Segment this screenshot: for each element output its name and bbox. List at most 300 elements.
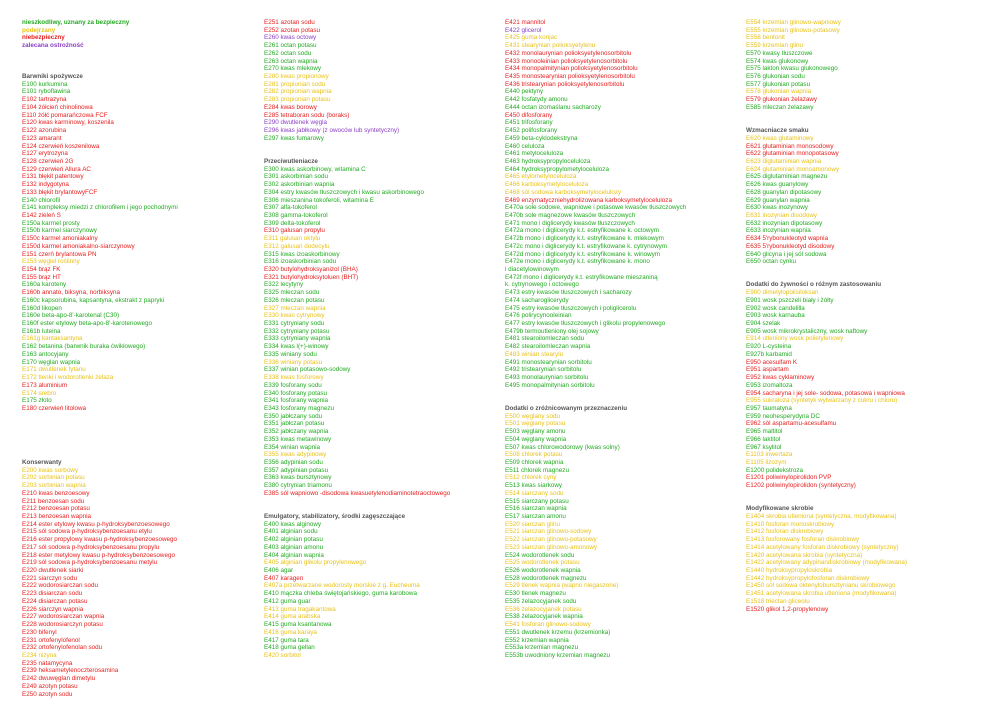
additive-entry: E622 glutaminian monopotasowy bbox=[746, 150, 839, 158]
additive-entry: E308 gamma-tokoferol bbox=[264, 211, 328, 219]
additive-entry: E338 kwas fosforowy bbox=[264, 374, 324, 382]
additive-entry: E470b sole magnezowe kwasów tłuszczowych bbox=[505, 211, 636, 219]
additive-entry: E1410 fosforan monoskrobiowy bbox=[746, 520, 835, 528]
additive-entry: E492 tristearynian sorbitolu bbox=[505, 366, 582, 374]
additive-entry: E554 krzemian glinowo-wapniowy bbox=[746, 19, 841, 26]
additive-entry: E160b annato, biksyna, norbiksyna bbox=[22, 289, 121, 297]
additive-entry: E503 węglany amonu bbox=[505, 428, 566, 436]
additive-entry: E466 karboksymetyloceluloza bbox=[505, 181, 589, 189]
additive-entry: E228 wodorosiarczyn potasu bbox=[22, 621, 103, 629]
additive-entry: E154 brąz FK bbox=[22, 266, 61, 273]
additive-entry: E321 butylohydroksytoluen (BHT) bbox=[264, 273, 359, 281]
additive-entry: E553b uwodniony krzemian magnezu bbox=[505, 651, 611, 659]
additive-entry: E418 guma gellan bbox=[264, 644, 315, 652]
additive-entry: E334 kwas l(+)-winowy bbox=[264, 343, 329, 351]
additive-entry: E955 sukraloza (syntetyk wytwarzany z cukru i chloru) bbox=[746, 397, 898, 405]
additive-entry: E1451 acetylowana skrobia utleniona (modyfikowana) bbox=[746, 590, 897, 598]
additive-entry: E224 disiarczan potasu bbox=[22, 597, 88, 605]
additive-entry: E501 węglany potasu bbox=[505, 420, 566, 428]
additive-entry: E249 azotyn potasu bbox=[22, 682, 78, 690]
additive-entry: E526 wodorotlenek wapnia bbox=[505, 567, 581, 575]
additive-entry: E431 stearynian polioksyetylenu bbox=[505, 42, 596, 50]
additive-entry: E481 stearoilomleczan sodu bbox=[505, 335, 585, 343]
additive-entry: E242 dwuwęglan dimetylu bbox=[22, 675, 96, 683]
additive-entry: E337 winian potasowo-sodowy bbox=[264, 366, 351, 374]
additive-entry: E552 krzemian wapnia bbox=[505, 636, 569, 644]
additive-entry: E310 galusan propylu bbox=[264, 227, 325, 235]
additive-entry: E517 siarczan amonu bbox=[505, 513, 566, 520]
additive-entry: E173 aluminium bbox=[22, 381, 68, 389]
additive-entry: E920 L-cysteina bbox=[746, 343, 792, 351]
additive-entry: E620 kwas glutaminowy bbox=[746, 134, 814, 142]
additive-entry: E905 wosk mikrokrystaliczny, wosk naftowy bbox=[746, 327, 868, 335]
additive-entry: E263 octan wapnia bbox=[264, 57, 318, 65]
additive-entry: E327 mleczan wapnia bbox=[264, 304, 326, 312]
additive-entry: E150b karmel siarczynowy bbox=[22, 227, 97, 235]
additive-entry: E215 sól sodowa p-hydroksybenzoesanu etylu bbox=[22, 528, 152, 536]
additive-entry: E435 monostearynian polioksyetylenosorbitolu bbox=[505, 73, 635, 81]
additive-entry: E538 żelazocyjanek wapnia bbox=[505, 613, 583, 621]
spacer bbox=[746, 266, 986, 281]
additive-entry: E450 difosforany bbox=[505, 111, 553, 119]
additive-entry: E530 tlenek magnezu bbox=[505, 590, 566, 598]
additive-entry: E410 mączka chleba świętojańskiego, guma karobowa bbox=[264, 590, 417, 598]
additive-entry: E171 dwutlenek tytanu bbox=[22, 366, 86, 374]
additive-entry: E325 mleczan sodu bbox=[264, 289, 320, 297]
additive-entry: E150c karmel amoniakalny bbox=[22, 235, 98, 243]
additive-entry: E417 guma tara bbox=[264, 636, 309, 644]
additive-entry: E155 brąz HT bbox=[22, 273, 61, 281]
additive-entry: E965 maltitol bbox=[746, 428, 783, 436]
additive-entry: E434 monopalmitynian polioksyetylenosorbitolu bbox=[505, 65, 638, 73]
additive-entry: E579 glukonian żelazawy bbox=[746, 96, 818, 104]
additive-entry: E962 sól aspartamu-acesulfamu bbox=[746, 420, 837, 428]
additive-entry: E576 glukonian sodu bbox=[746, 73, 805, 81]
additive-entry: E160e beta-apo-8'-karotenal (C30) bbox=[22, 312, 120, 320]
additive-entry: E339 fosforany sodu bbox=[264, 381, 322, 389]
additive-entry: zalecana ostrożność bbox=[22, 42, 84, 50]
additive-entry: E421 mannitol bbox=[505, 19, 546, 26]
additive-entry: E535 żelazocyjanek sodu bbox=[505, 597, 577, 605]
additive-entry: E140 chlorofil bbox=[22, 196, 61, 204]
additive-entry: E127 erytrozyna bbox=[22, 150, 68, 158]
additive-entry: E333 cytryniany wapnia bbox=[264, 335, 331, 343]
additive-entry: E631 inozynian disodowy bbox=[746, 211, 818, 219]
additive-entry: E632 inozynian dipotasowy bbox=[746, 219, 823, 227]
additive-entry: E301 askorbinian sodu bbox=[264, 173, 329, 181]
additive-entry: E153 węgiel roślinny bbox=[22, 258, 80, 266]
additive-entry: E401 alginian sodu bbox=[264, 528, 318, 536]
additive-entry: E904 szelak bbox=[746, 320, 781, 328]
additive-entry: E578 glukonian wapnia bbox=[746, 88, 812, 96]
additive-entry: E529 tlenek wapnia (wapno niegaszone) bbox=[505, 582, 619, 590]
additive-entry: E570 kwasy tłuszczowe bbox=[746, 49, 813, 57]
additive-entry: E415 guma ksantanowa bbox=[264, 621, 332, 629]
additive-entry: E1450 sól sodowa oktenylobursztynianu skrobiowego bbox=[746, 582, 896, 590]
additive-entry: E200 kwas sorbowy bbox=[22, 466, 78, 474]
additive-entry: E463 hydroksypropyloceluloza bbox=[505, 157, 591, 165]
additive-entry: E363 kwas bursztynowy bbox=[264, 474, 332, 482]
additive-entry: E160a karoteny bbox=[22, 281, 67, 289]
additive-entry: E297 kwas fumarowy bbox=[264, 134, 324, 142]
additive-entry: E251 azotan sodu bbox=[264, 19, 315, 26]
additive-entry: E465 etylometyloceluloza bbox=[505, 173, 577, 181]
column-3 bbox=[505, 19, 745, 660]
additive-entry: E326 mleczan potasu bbox=[264, 296, 325, 304]
additive-entry: E320 butylohydroksyanizol (BHA) bbox=[264, 266, 358, 273]
additive-entry: E630 kwas inozynowy bbox=[746, 204, 808, 212]
additive-entry: E626 kwas guanylowy bbox=[746, 181, 809, 189]
additive-entry: E624 glutaminian monoamonowy bbox=[746, 165, 840, 173]
additive-entry: E959 neohesperydyna DC bbox=[746, 412, 820, 420]
additive-entry: E516 siarczan wapnia bbox=[505, 505, 567, 513]
additive-entry: E172 tlenki i wodorotlenki żelaza bbox=[22, 374, 114, 382]
additive-entry: E212 benzoesan potasu bbox=[22, 505, 90, 513]
additive-entry: E312 galusan dodecylu bbox=[264, 242, 330, 250]
section-heading: Wzmacniacze smaku bbox=[746, 127, 809, 135]
additive-entry: E175 złoto bbox=[22, 397, 52, 405]
spacer bbox=[746, 112, 986, 127]
additive-entry: E217 sól sodowa p-hydroksybenzoesanu propylu bbox=[22, 543, 160, 551]
additive-entry: E1103 inwertaza bbox=[746, 451, 793, 459]
section-heading: Modyfikowane skrobie bbox=[746, 505, 814, 513]
additive-entry: E403 alginian amonu bbox=[264, 543, 324, 551]
additive-entry: E300 kwas askorbinowy, witamina C bbox=[264, 165, 366, 173]
additive-entry: E414 guma arabska bbox=[264, 613, 321, 621]
additive-entry: E260 kwas octowy bbox=[264, 34, 317, 42]
additive-entry: E133 błękit brylantowyFCF bbox=[22, 188, 98, 196]
additive-entry: E953 izomaltoza bbox=[746, 381, 793, 389]
additive-entry: E621 glutaminian monosodowy bbox=[746, 142, 834, 150]
additive-entry: E227 wodorosiarczan wapnia bbox=[22, 613, 105, 621]
section-heading: Emulgatory, stabilizatory, środki zagęszczające bbox=[264, 513, 406, 520]
additive-entry: E128 czerwień 2G bbox=[22, 157, 74, 165]
additive-entry: podejrzany bbox=[22, 26, 56, 34]
additive-entry: E307 alfa-tokoferol bbox=[264, 204, 317, 212]
additive-entry: E404 alginian wapnia bbox=[264, 551, 324, 559]
additive-entry: E559 krzemian glinu bbox=[746, 42, 804, 50]
additive-entry: E491 monostearynian sorbitolu bbox=[505, 358, 592, 366]
additive-entry: E514 siarczany sodu bbox=[505, 489, 564, 497]
column-4 bbox=[746, 19, 986, 613]
additive-entry: E515 siarczany potasu bbox=[505, 497, 569, 505]
additive-entry: E1520 glikol 1,2-propylenowy bbox=[746, 605, 829, 613]
spacer bbox=[22, 50, 262, 73]
additive-entry: E102 tartrazyna bbox=[22, 96, 67, 104]
additive-entry: E407a przetwarzane wodorosty morskie z g. Eucheuma bbox=[264, 582, 420, 590]
additive-entry: E230 bifenyl bbox=[22, 628, 57, 636]
additive-entry: E322 lecytyny bbox=[264, 281, 304, 289]
additive-entry: E472d mono i diglicerydy k.t. estryfikowane k. winowym bbox=[505, 250, 661, 258]
additive-entry: E352 jabłczany wapnia bbox=[264, 428, 329, 436]
additive-entry: E129 czerwień Allura AC bbox=[22, 165, 91, 173]
additive-entry: E142 zieleń S bbox=[22, 211, 61, 219]
additive-entry: E416 guma karaya bbox=[264, 628, 317, 636]
additive-entry: E202 sorbinian potasu bbox=[22, 474, 85, 482]
additive-entry: E420 sorbitol bbox=[264, 651, 301, 659]
additive-entry: E132 indygotyna bbox=[22, 181, 69, 189]
additive-entry: E281 propionian sodu bbox=[264, 80, 326, 88]
additive-entry: E302 askorbinian wapnia bbox=[264, 181, 335, 189]
additive-entry: E452 polifosforany bbox=[505, 127, 558, 135]
section-heading: Dodatki o zróżnicowanym przeznaczeniu bbox=[505, 404, 628, 412]
additive-entry: E1442 hydroksypropylofosforan diskrobiowy bbox=[746, 574, 870, 582]
additive-entry: i diacetylowinowym bbox=[505, 266, 559, 273]
additive-entry: E470a sole sodowe, wapniowe i potasowe kwasów tłuszczowych bbox=[505, 204, 687, 212]
additive-entry: E585 mleczan żelazawy bbox=[746, 103, 814, 111]
additive-entry: E210 kwas benzoesowy bbox=[22, 489, 90, 497]
additive-entry: E406 agar bbox=[264, 567, 294, 575]
additive-entry: E150d karmel amoniakalno-siarczynowy bbox=[22, 242, 135, 250]
additive-entry: E472a mono i diglicerydy k.t. estryfikowane k. octowym bbox=[505, 227, 659, 235]
additive-entry: E402 alginian potasu bbox=[264, 536, 323, 544]
additive-entry: E332 cytryniany potasu bbox=[264, 327, 330, 335]
additive-entry: E629 guanylan wapnia bbox=[746, 196, 810, 204]
additive-entry: E482 stearoilomleczan wapnia bbox=[505, 343, 591, 351]
additive-entry: E966 laktitol bbox=[746, 435, 781, 443]
additive-entry: E473 estry kwasów tłuszczowych i sacharozy bbox=[505, 289, 632, 297]
additive-entry: E285 tetraboran sodu (boraks) bbox=[264, 111, 350, 119]
additive-entry: E1518 triectan gliceolu bbox=[746, 597, 810, 605]
additive-entry: E151 czerń brylantowa PN bbox=[22, 250, 97, 258]
additive-entry: E110 żółć pomarańczowa FCF bbox=[22, 111, 108, 119]
additive-entry: E131 błękit patentowy bbox=[22, 173, 84, 181]
additive-entry: E124 czerwień koszenilowa bbox=[22, 142, 100, 150]
additive-entry: E541 fosforan glinowo-sodowy bbox=[505, 621, 591, 629]
additive-entry: E335 winiany sodu bbox=[264, 350, 317, 358]
additive-entry: E122 azorubina bbox=[22, 127, 67, 135]
additive-entry: E635 5'rybonukleotyd disodowy bbox=[746, 242, 835, 250]
additive-entry: E967 ksylitol bbox=[746, 443, 782, 451]
additive-entry: E355 kwas adypinowy bbox=[264, 451, 327, 459]
additive-entry: E525 wodorotlenek potasu bbox=[505, 559, 580, 567]
additive-entry: E336 winiany potasu bbox=[264, 358, 323, 366]
additive-entry: E900 dimetylopolisiloksan bbox=[746, 289, 819, 297]
additive-entry: E226 siarczyn wapnia bbox=[22, 605, 84, 613]
additive-entry: E407 karagen bbox=[264, 574, 304, 582]
additive-entry: E351 jabłczan potasu bbox=[264, 420, 325, 428]
additive-entry: E330 kwas cytrynowy bbox=[264, 312, 325, 320]
additive-entry: E422 glicerol bbox=[505, 26, 542, 34]
additive-entry: E412 guma guar bbox=[264, 597, 311, 605]
additive-entry: k. cytrynowego i octowego bbox=[505, 281, 579, 289]
additive-entry: E464 hydroksypropylometyloceluloza bbox=[505, 165, 609, 173]
additive-entry: E261 octan potasu bbox=[264, 42, 317, 50]
additive-entry: E1440 hydroksypropyloskrobia bbox=[746, 567, 833, 575]
additive-entry: E160f ester etylowy beta-apo-8'-karotenowego bbox=[22, 320, 153, 328]
additive-entry: E357 adypinian potasu bbox=[264, 466, 329, 474]
additive-entry: E141 kompleksy miedzi z chlorofilem i jego pochodnymi bbox=[22, 204, 178, 212]
additive-entry: E625 diglutaminian magnezu bbox=[746, 173, 828, 181]
additive-entry: E306 mieszanina tokoferoli, witamina E bbox=[264, 196, 374, 204]
additive-entry: E440 pektyny bbox=[505, 88, 544, 96]
additive-entry: E161g kantaksantyna bbox=[22, 335, 83, 343]
additive-entry: E341 fosforany wapnia bbox=[264, 397, 329, 405]
additive-entry: E104 żółcień chinolinowa bbox=[22, 103, 93, 111]
additive-entry: E203 sorbinian wapnia bbox=[22, 482, 86, 490]
additive-entry: E574 kwas glukonowy bbox=[746, 57, 809, 65]
additive-entry: E232 ortofenylofenolan sodu bbox=[22, 644, 103, 652]
additive-entry: E354 winian wapnia bbox=[264, 443, 321, 451]
additive-entry: E479b termoutleniony olej sojowy bbox=[505, 327, 599, 335]
additive-entry: E551 dwutlenek krzemu (krzemionka) bbox=[505, 628, 611, 636]
additive-entry: E553a krzemian magnezu bbox=[505, 644, 579, 652]
additive-entry: E356 adypinian sodu bbox=[264, 458, 323, 466]
additive-entry: E902 wosk candelilla bbox=[746, 304, 805, 312]
additive-entry: E180 czerwień litolowa bbox=[22, 404, 87, 412]
additive-entry: E950 acesulfam K bbox=[746, 358, 798, 366]
additive-entry: E223 disiarczan sodu bbox=[22, 590, 83, 598]
additive-entry: E507 kwas chlorowodorowy (kwas solny) bbox=[505, 443, 620, 451]
additive-entry: E432 monolaurynian polioksyetylenosorbitolu bbox=[505, 49, 632, 57]
additive-entry: E512 chlorek cyny bbox=[505, 474, 557, 482]
additive-entry: E1105 lizozym bbox=[746, 458, 787, 466]
additive-entry: nieszkodliwy, uznany za bezpieczny bbox=[22, 19, 130, 26]
additive-entry: E536 żelazocyjanek potasu bbox=[505, 605, 582, 613]
additive-entry: E521 siarczan glinowo-sodowy bbox=[505, 528, 592, 536]
additive-entry: E280 kwas propionowy bbox=[264, 73, 329, 81]
additive-entry: E476 polirycynooleinian bbox=[505, 312, 572, 320]
additive-entry: E315 kwas izoaskorbinowy bbox=[264, 250, 340, 258]
additive-entry: E311 galusan oktylu bbox=[264, 235, 321, 243]
additive-entry: E170 węglan wapnia bbox=[22, 358, 81, 366]
additive-entry: E528 wodorotlenek magnezu bbox=[505, 574, 587, 582]
additive-entry: E469 enzymatyczniehydrolizowana karboksymetyloceluloza bbox=[505, 196, 672, 204]
additive-entry: E555 krzemian glinowo-potasowy bbox=[746, 26, 840, 34]
additive-entry: E520 siarczan glinu bbox=[505, 520, 560, 528]
additive-entry: E558 bentonit bbox=[746, 34, 785, 42]
additive-entry: E577 glukonian potasu bbox=[746, 80, 811, 88]
additive-entry: E262 octan sodu bbox=[264, 49, 312, 57]
additive-entry: E633 inozynian wapnia bbox=[746, 227, 811, 235]
additive-entry: E914 utleniony wosk polietylenowy bbox=[746, 335, 844, 343]
additive-entry: E504 węglany wapnia bbox=[505, 435, 567, 443]
additive-entry: E101 ryboflawina bbox=[22, 88, 71, 96]
additive-entry: E250 azotyn sodu bbox=[22, 690, 73, 698]
additive-entry: E400 kwas alginowy bbox=[264, 520, 322, 528]
additive-entry: E211 benzoesan sodu bbox=[22, 497, 85, 505]
additive-entry: E283 propionian potasu bbox=[264, 96, 331, 104]
additive-entry: E425 guma konjac bbox=[505, 34, 558, 42]
additive-entry: E575 lakton kwasu glukonowego bbox=[746, 65, 838, 73]
additive-entry: E405 alginian glikolu propylenowego bbox=[264, 559, 367, 567]
additive-entry: E508 chlorek potasu bbox=[505, 451, 563, 459]
additive-entry: E901 wosk pszczeli biały i żółty bbox=[746, 296, 834, 304]
additive-entry: E477 estry kwasów tłuszczowych i glikolu propylenowego bbox=[505, 320, 666, 328]
additive-entry: E340 fosforany potasu bbox=[264, 389, 328, 397]
additive-entry: E442 fosfatydy amonu bbox=[505, 96, 568, 104]
additive-entry: E634 5'rybonukleotyd wapnia bbox=[746, 235, 829, 243]
additive-entry: E522 siarczan glinowo-potasowy bbox=[505, 536, 597, 544]
additive-entry: E296 kwas jabłkowy (z owoców lub syntetyczny) bbox=[264, 127, 400, 135]
additive-entry: E623 diglutaminian wapnia bbox=[746, 157, 822, 165]
additive-entry: E213 benzoesan wapnia bbox=[22, 513, 91, 520]
additive-entry: E954 sacharyna i jej sole- sodowa, potasowa i wapniowa bbox=[746, 389, 905, 397]
additive-entry: niebezpieczny bbox=[22, 34, 65, 42]
additive-entry: E214 ester etylowy kwasu p-hydroksybenzoesowego bbox=[22, 520, 170, 528]
additive-entry: E350 jabłczany sodu bbox=[264, 412, 323, 420]
additive-entry: E1202 poliwinylopirolidon (syntetyczny) bbox=[746, 482, 856, 490]
additive-entry: E284 kwas borowy bbox=[264, 103, 317, 111]
additive-entry: E150a karmel prosty bbox=[22, 219, 80, 227]
additive-entry: E650 octan cynku bbox=[746, 258, 797, 266]
column-1 bbox=[22, 19, 262, 698]
additive-entry: E1422 acetylowany adypinandiskrobiowy (modyfikowana) bbox=[746, 559, 908, 567]
additive-entry: E471 mono i diglicerydy kwasów tłuszczowych bbox=[505, 219, 635, 227]
additive-entry: E221 siarczyn sodu bbox=[22, 574, 77, 582]
additive-entry: E628 guanylan dipotasowy bbox=[746, 188, 822, 196]
additive-entry: E1201 poliwinylopirolidon PVP bbox=[746, 474, 832, 482]
additive-entry: E234 nizyna bbox=[22, 651, 57, 659]
additive-entry: E461 metyloceluloza bbox=[505, 150, 564, 158]
additive-entry: E270 kwas mlekowy bbox=[264, 65, 322, 73]
additive-entry: E472f mono i diglicerydy k.t. estryfikowane mieszaniną bbox=[505, 273, 658, 281]
additive-entry: E483 winian stearylu bbox=[505, 350, 564, 358]
section-heading: Konserwanty bbox=[22, 458, 62, 466]
additive-entry: E219 sól sodowa p-hydroksybenzoesanu metylu bbox=[22, 559, 158, 567]
additive-entry: E316 izoaskorbinian sodu bbox=[264, 258, 337, 266]
additive-entry: E436 tristearynian polioksyetylenosorbitolu bbox=[505, 80, 625, 88]
additive-entry: E444 octan izomaślanu sacharozy bbox=[505, 103, 601, 111]
additive-entry: E220 dwutlenek siarki bbox=[22, 567, 84, 575]
spacer bbox=[505, 390, 745, 405]
additive-entry: E331 cytryniany sodu bbox=[264, 320, 325, 328]
additive-entry: E304 estry kwasów tłuszczowych i kwasu askorbinowego bbox=[264, 188, 424, 196]
spacer bbox=[746, 490, 986, 505]
additive-entry: E353 kwas metawinowy bbox=[264, 435, 332, 443]
additive-entry: E163 antocyjany bbox=[22, 350, 69, 358]
additive-entry: E160d likopen bbox=[22, 304, 62, 312]
additive-entry: E460 celuloza bbox=[505, 142, 545, 150]
additive-entry: E493 monolaurynian sorbitolu bbox=[505, 374, 589, 382]
additive-entry: E380 cytrynian triamonu bbox=[264, 482, 332, 490]
additive-entry: E290 dwutlenek węgla bbox=[264, 119, 328, 127]
additive-entry: E1414 acetylowany fosforan diskrobiowy (syntetyczny) bbox=[746, 543, 899, 551]
section-heading: Przeciwutleniacze bbox=[264, 157, 318, 165]
additive-entry: E957 taumatyna bbox=[746, 404, 792, 412]
additive-entry: E475 estry kwasów tłuszczowych i poliglicerolu bbox=[505, 304, 637, 312]
additive-entry: E474 sacharoglicerydy bbox=[505, 296, 569, 304]
additive-entry: E1413 fosforowany fosforan diskrobiowy bbox=[746, 536, 860, 544]
additive-entry: E513 kwas siarkowy bbox=[505, 482, 563, 490]
additive-entry: E120 kwas karminowy, koszenila bbox=[22, 119, 114, 127]
additive-entry: E495 monopalmitynian sorbitolu bbox=[505, 381, 595, 389]
additive-entry: E413 guma tragakantowa bbox=[264, 605, 336, 613]
additive-entry: E451 trifosforany bbox=[505, 119, 553, 127]
section-heading: Dodatki do żywności o różnym zastosowaniu bbox=[746, 281, 882, 289]
additive-entry: E468 sól sodowa karboksymetylocelulozy bbox=[505, 188, 622, 196]
additive-entry: E952 kwas cyklaminowy bbox=[746, 374, 815, 382]
spacer bbox=[264, 143, 504, 158]
additive-entry: E282 propionian wapnia bbox=[264, 88, 332, 96]
additive-entry: E459 beta-cyklodekstryna bbox=[505, 134, 578, 142]
additive-entry: E218 ester metylowy kwasu p-hydroksybenzoesowego bbox=[22, 551, 175, 559]
additive-entry: E1200 polidekstroza bbox=[746, 466, 804, 474]
additive-entry: E222 wodorosiarczan sodu bbox=[22, 582, 98, 590]
additive-entry: E309 delta-tokoferol bbox=[264, 219, 321, 227]
additive-entry: E524 wodorotlenek sodu bbox=[505, 551, 575, 559]
additive-entry: E1420 acetylowana skrobia (syntetyczna) bbox=[746, 551, 863, 559]
column-2 bbox=[264, 19, 504, 660]
additive-entry: E472e mono i diglicerydy k.t. estryfikowane k. mono bbox=[505, 258, 650, 266]
spacer bbox=[264, 498, 504, 513]
additive-entry: E235 natamycyna bbox=[22, 659, 73, 667]
additive-entry: E1412 fosforan diskrobiowy bbox=[746, 528, 824, 536]
additive-entry: E927b karbamid bbox=[746, 350, 792, 358]
additive-entry: E385 sól wapniowo -disodowa kwasuetylenodiaminotetraoctowego bbox=[264, 489, 451, 497]
spacer bbox=[22, 413, 262, 459]
additive-entry: E100 kurkumina bbox=[22, 80, 68, 88]
